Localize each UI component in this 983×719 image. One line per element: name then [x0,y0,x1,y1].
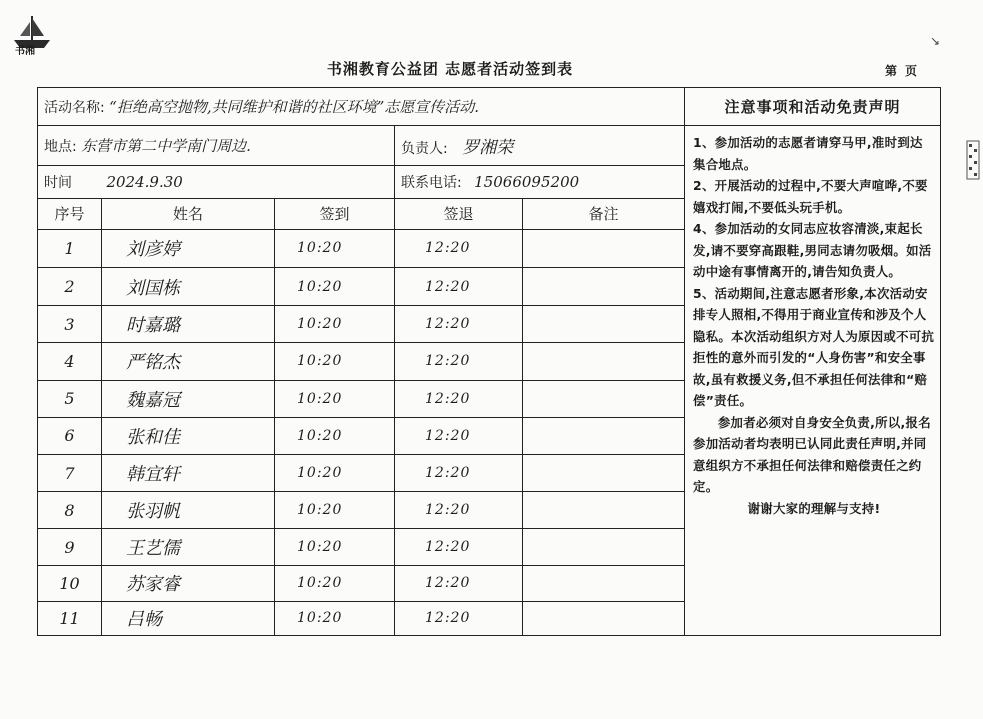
notice-title: 注意事项和活动免责声明 [685,88,941,126]
row-note [523,565,685,601]
row-sign-out: 12:20 [395,492,523,529]
phone-label: 联系电话: [401,174,462,191]
row-number: 2 [38,267,102,305]
row-sign-out: 12:20 [395,229,523,267]
row-sign-in: 10:20 [275,343,395,380]
row-sign-in: 10:20 [275,417,395,454]
row-sign-out: 12:20 [395,380,523,417]
row-sign-in: 10:20 [275,455,395,492]
row-note [523,343,685,380]
notice-body [685,126,941,636]
col-header-sign-out: 签退 [395,198,523,229]
row-note [523,601,685,635]
row-sign-in: 10:20 [275,601,395,635]
notice-item-5: 5、活动期间,注意志愿者形象,本次活动安排专人照相,不得用于商业宣传和涉及个人隐私。本次活动组织方对人为原因或不可抗拒性的意外而引发的“人身伤害”和安全事故,虽有救援义务,但不承担任何法律和“赔偿”责任。 [693,285,935,409]
row-sign-out: 12:20 [395,565,523,601]
row-note [523,229,685,267]
row-sign-out: 12:20 [395,343,523,380]
row-name: 王艺儒 [102,529,275,565]
col-header-notes: 备注 [523,198,685,229]
leader-cell [395,126,685,165]
row-sign-in: 10:20 [275,380,395,417]
row-sign-out: 12:20 [395,529,523,565]
row-number: 8 [38,492,102,529]
row-number: 11 [38,601,102,635]
row-sign-out: 12:20 [395,601,523,635]
location-cell [38,126,395,165]
row-number: 5 [38,380,102,417]
row-number: 9 [38,529,102,565]
row-note [523,492,685,529]
row-sign-in: 10:20 [275,565,395,601]
row-sign-out: 12:20 [395,455,523,492]
col-header-sign-in: 签到 [275,198,395,229]
col-header-seq: 序号 [38,198,102,229]
document-title: 书湘教育公益团 志愿者活动签到表 [326,60,574,78]
row-note [523,529,685,565]
time-label: 时间 [44,174,72,191]
leader-label: 负责人: [401,140,448,157]
row-sign-out: 12:20 [395,267,523,305]
col-header-name: 姓名 [102,198,275,229]
notice-thanks: 谢谢大家的理解与支持! [747,500,881,516]
row-number: 1 [38,229,102,267]
row-name: 韩宜轩 [102,455,275,492]
row-name: 张羽帆 [102,492,275,529]
notice-item-2: 2、开展活动的过程中,不要大声喧哗,不要嬉戏打闹,不要低头玩手机。 [693,178,928,215]
leader-value: 罗湘荣 [462,137,514,158]
row-name: 严铭杰 [102,343,275,380]
row-sign-out: 12:20 [395,417,523,454]
row-name: 苏家睿 [102,565,275,601]
sign-in-sheet [37,87,941,636]
row-note [523,306,685,343]
row-sign-in: 10:20 [275,492,395,529]
location-value: 东营市第二中学南门周边. [81,136,251,155]
logo-text: 书湘 [15,46,35,57]
row-name: 张和佳 [102,417,275,454]
notice-disclaimer: 参加者必须对自身安全负责,所以,报名参加活动者均表明已认同此责任声明,并同意组织方不承担任何法律和赔偿责任之约定。 [693,414,931,495]
row-sign-out: 12:20 [395,306,523,343]
row-note [523,455,685,492]
row-note [523,417,685,454]
edge-barcode-icon [966,140,980,180]
row-note [523,380,685,417]
activity-name-label: 活动名称: [44,100,105,117]
phone-cell [395,165,685,198]
row-sign-in: 10:20 [275,229,395,267]
row-number: 6 [38,417,102,454]
notice-item-1: 1、参加活动的志愿者请穿马甲,准时到达集合地点。 [693,135,923,172]
time-value: 2024.9.30 [106,172,183,191]
row-note [523,267,685,305]
phone-value: 15066095200 [474,172,580,191]
activity-name-cell [38,88,685,126]
row-sign-in: 10:20 [275,306,395,343]
row-number: 10 [38,565,102,601]
row-sign-in: 10:20 [275,267,395,305]
row-number: 4 [38,343,102,380]
row-name: 刘国栋 [102,267,275,305]
row-name: 时嘉璐 [102,306,275,343]
corner-mark: ↘ [930,34,941,48]
notice-item-4: 4、参加活动的女同志应妆容清淡,束起长发,请不要穿高跟鞋,男同志请勿吸烟。如活动中途有事情离开的,请告知负责人。 [693,221,932,280]
row-number: 3 [38,306,102,343]
time-cell [38,165,395,198]
row-number: 7 [38,455,102,492]
location-label: 地点: [44,138,77,155]
row-name: 吕畅 [102,601,275,635]
page-number-label: 第页 [885,64,926,78]
row-sign-in: 10:20 [275,529,395,565]
row-name: 刘彦婷 [102,229,275,267]
row-name: 魏嘉冠 [102,380,275,417]
activity-name-value: “拒绝高空抛物,共同维护和谐的社区环境”志愿宣传活动. [109,98,480,117]
